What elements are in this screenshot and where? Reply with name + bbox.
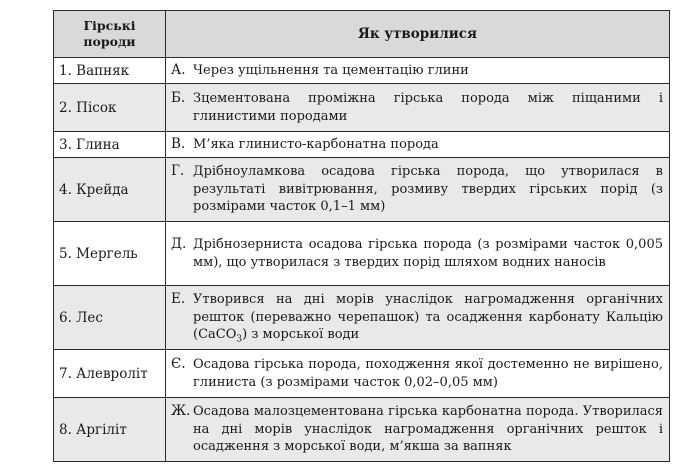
option-letter: А.	[171, 61, 186, 78]
option-letter: Є.	[171, 356, 186, 372]
option-letter: В.	[171, 135, 186, 152]
rock-name: 4. Крейда	[54, 158, 166, 222]
rock-name: 6. Лес	[54, 286, 166, 350]
formation-cell	[166, 58, 670, 84]
table-row	[54, 158, 670, 222]
option-letter: Е.	[171, 291, 186, 308]
formation-cell	[166, 222, 670, 286]
rock-name: 8. Аргіліт	[54, 398, 166, 462]
rock-name: 5. Мергель	[54, 222, 166, 286]
formation-text: Через ущільнення та цементацію глини	[193, 62, 469, 78]
table-row	[54, 132, 670, 158]
table-row	[54, 222, 670, 286]
option-letter: Ж.	[171, 403, 191, 420]
table-row	[54, 398, 670, 462]
option-letter: Г.	[171, 163, 185, 180]
table-row	[54, 58, 670, 84]
formation-text: Осадова гірська порода, походження якої достеменно не вирішено, глиниста (з розмірами часток 0,02–0,05 мм)	[193, 357, 663, 390]
formation-cell	[166, 158, 670, 222]
subscript-3: 3	[236, 334, 243, 345]
rock-name: 3. Глина	[54, 132, 166, 158]
formation-cell	[166, 398, 670, 462]
header-rocks-line1: Гірські	[83, 18, 136, 33]
rock-name: 1. Вапняк	[54, 58, 166, 84]
option-letter: Д.	[171, 236, 187, 252]
rock-name: 7. Алевроліт	[54, 350, 166, 398]
formation-cell	[166, 350, 670, 398]
header-rocks	[54, 11, 166, 58]
table-row	[54, 84, 670, 132]
rock-name: 2. Пісок	[54, 84, 166, 132]
formation-text: Осадова малозцементована гірська карбонатна порода. Утворилася на дні морів унаслідок нагромадження органічних решток і осадження з морської води, м’якша за вапняк	[193, 404, 663, 455]
rocks-matching-table	[53, 10, 670, 462]
formation-text: Дрібнозерниста осадова гірська порода (з розмірами часток 0,005 мм), що утворилася з твердих порід шляхом водних наносів	[193, 237, 663, 270]
formation-cell	[166, 132, 670, 158]
formation-text: М’яка глинисто-карбонатна порода	[193, 136, 439, 152]
formation-text	[193, 291, 663, 344]
table-row	[54, 350, 670, 398]
option-letter: Б.	[171, 90, 186, 106]
formation-text-part2: ) з морської води	[242, 327, 360, 343]
header-formation: Як утворилися	[166, 11, 670, 58]
rocks-table-container	[53, 10, 669, 462]
header-rocks-line2: породи	[83, 34, 136, 49]
formation-text: Зцементована проміжна гірська порода між піщаними і глинистими породами	[193, 91, 663, 124]
formation-text-part1: Утворився на дні морів унаслідок нагромадження органічних решток (переважно черепашок) та осадження карбонату Кальцію (CaCO	[193, 292, 663, 343]
table-row	[54, 286, 670, 350]
formation-text: Дрібноуламкова осадова гірська порода, що утворилася в результаті вивітрювання, розмиву твердих гірських порід (з розмірами часток 0,1–1 мм)	[193, 164, 663, 215]
table-header-row	[54, 11, 670, 58]
formation-cell	[166, 286, 670, 350]
formation-cell	[166, 84, 670, 132]
